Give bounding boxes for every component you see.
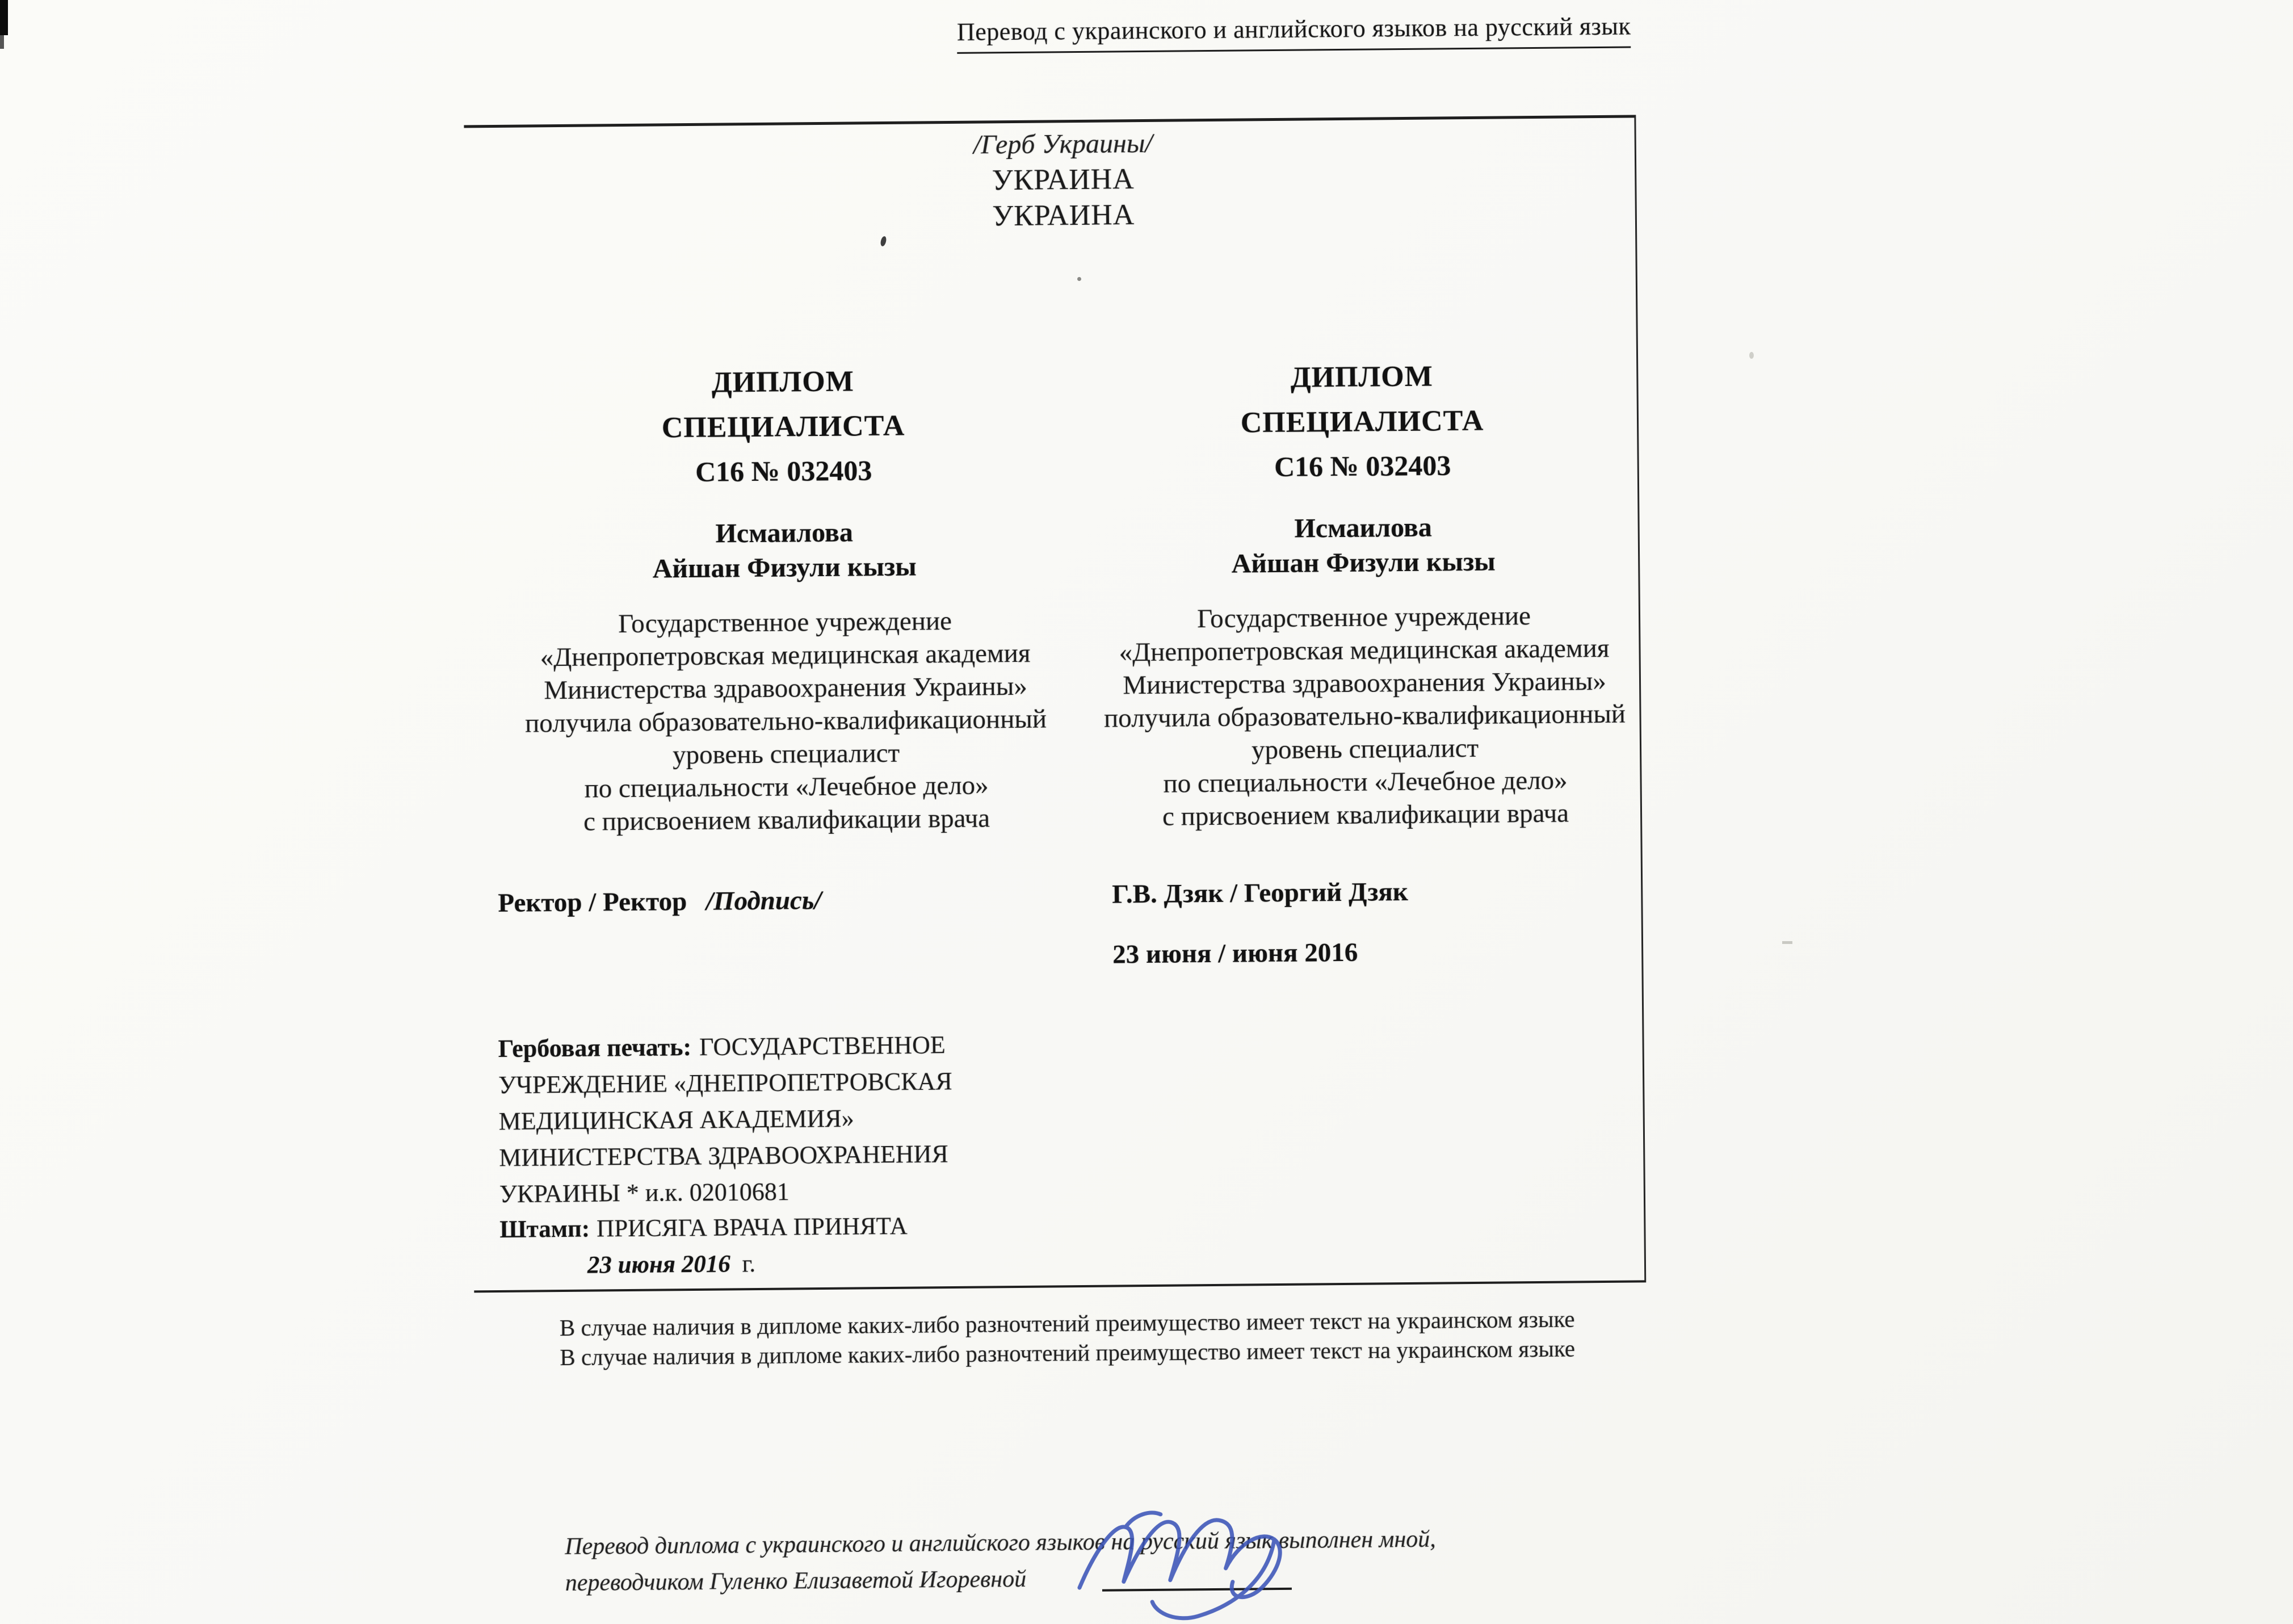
body-line: получила образовательно-квалификационный [1103, 699, 1626, 733]
seal-line: МИНИСТЕРСТВА ЗДРАВООХРАНЕНИЯ [499, 1140, 948, 1172]
country-line-1: УКРАИНА [992, 163, 1135, 197]
diploma-left-holder [500, 513, 1068, 588]
body-line: Государственное учреждение [1196, 601, 1531, 634]
diploma-right-serial: С16 № 032403 [1274, 449, 1451, 483]
stamp-date-line [587, 1250, 756, 1279]
diploma-left-serial: С16 № 032403 [695, 454, 872, 488]
rector-label: Ректор / Ректор [498, 887, 687, 918]
diploma-title-line2: СПЕЦИАЛИСТА [1240, 404, 1484, 439]
seal-line: УКРАИНЫ * и.к. 02010681 [499, 1177, 789, 1208]
stamp-transcription [499, 1212, 908, 1244]
stamp-date: 23 июня 2016 [587, 1250, 730, 1279]
body-line: Министерства здравоохранения Украины» [544, 671, 1028, 706]
country-line-2: УКРАИНА [992, 199, 1135, 233]
translation-header: Перевод с украинского и английского языков на русский язык [957, 12, 1631, 54]
scan-artifact [1077, 277, 1081, 281]
stamp-date-suffix: г. [742, 1250, 756, 1278]
stamp-label: Штамп: [499, 1215, 590, 1243]
seal-transcription [498, 1026, 1033, 1212]
seal-line: МЕДИЦИНСКАЯ АКАДЕМИЯ» [498, 1104, 854, 1135]
holder-surname: Исмаилова [1294, 512, 1433, 544]
signature-placeholder-note: /Подпись/ [705, 886, 822, 916]
emblem-block [921, 125, 1206, 234]
seal-text: ГОСУДАРСТВЕННОЕ [699, 1031, 946, 1061]
diploma-title-line2: СПЕЦИАЛИСТА [661, 409, 905, 444]
seal-line [498, 1026, 1032, 1067]
rector-signature-line [498, 885, 822, 918]
disclaimer-line-1: В случае наличия в дипломе каких-либо разночтений преимущество имеет текст на украинском языке [559, 1306, 1575, 1341]
diploma-right-body [1080, 598, 1650, 834]
stamp-text: ПРИСЯГА ВРАЧА ПРИНЯТА [596, 1212, 908, 1243]
diploma-left-body [501, 603, 1071, 839]
body-line: по специальности «Лечебное дело» [1163, 765, 1568, 799]
emblem-note: /Герб Украины/ [973, 128, 1153, 160]
body-line: получила образовательно-квалификационный [524, 704, 1047, 738]
scan-artifact [1782, 941, 1792, 944]
diploma-title-line1: ДИПЛОМ [711, 365, 855, 399]
diploma-left-title [499, 357, 1067, 452]
holder-name: Айшан Физули кызы [1231, 546, 1496, 579]
body-line: по специальности «Лечебное дело» [584, 770, 989, 804]
body-line: Государственное учреждение [618, 606, 952, 639]
body-line: с присвоением квалификации врача [583, 803, 990, 837]
rector-name: Г.В. Дзяк / Георгий Дзяк [1112, 876, 1409, 909]
diploma-right-title [1078, 352, 1646, 447]
disclaimer-line-2: В случае наличия в дипломе каких-либо разночтений преимущество имеет текст на украинском языке [560, 1335, 1576, 1371]
diploma-right-holder [1079, 508, 1647, 582]
holder-surname: Исмаилова [715, 517, 854, 549]
seal-label: Гербовая печать: [498, 1033, 692, 1063]
diploma-title-line1: ДИПЛОМ [1290, 360, 1434, 394]
seal-line: УЧРЕЖДЕНИЕ «ДНЕПРОПЕТРОВСКАЯ [498, 1067, 952, 1099]
body-line: «Днепропетровская медицинская академия [540, 638, 1031, 673]
issue-date: 23 июня / июня 2016 [1112, 937, 1358, 970]
body-line: «Днепропетровская медицинская академия [1119, 633, 1610, 668]
body-line: уровень специалист [672, 738, 900, 770]
body-line: Министерства здравоохранения Украины» [1123, 666, 1607, 700]
holder-name: Айшан Физули кызы [652, 551, 917, 584]
body-line: с присвоением квалификации врача [1162, 798, 1569, 832]
translator-statement-line-2: переводчиком Гуленко Елизаветой Игоревной [565, 1566, 1027, 1596]
scan-artifact [1749, 352, 1754, 359]
translator-statement-line-1: Перевод диплома с украинского и английского языков на русский язык выполнен мной, [565, 1526, 1436, 1560]
body-line: уровень специалист [1251, 733, 1479, 765]
signature-ink [1039, 1473, 1335, 1624]
